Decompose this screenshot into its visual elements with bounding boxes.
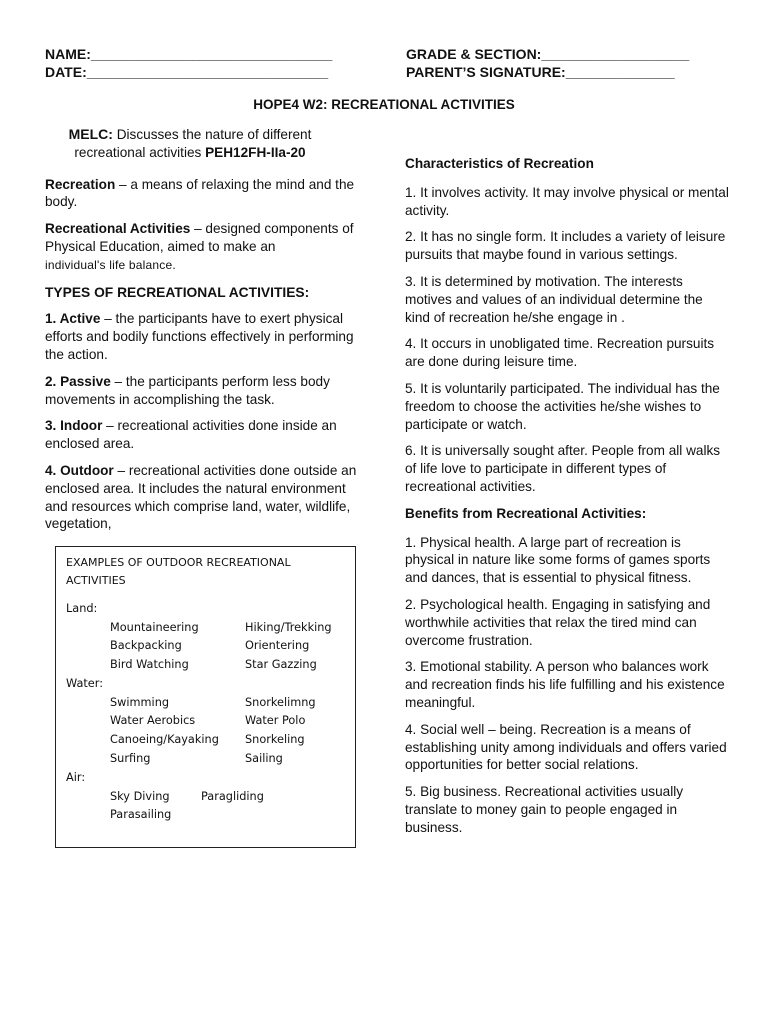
type-text: – recreational activities done inside an enclosed area. — [45, 418, 337, 452]
document-title: HOPE4 W2: RECREATIONAL ACTIVITIES — [253, 97, 515, 112]
example-item: Mountaineering — [110, 621, 199, 634]
melc-label: MELC: — [68, 126, 113, 142]
type-outdoor — [45, 462, 365, 533]
types-heading: TYPES OF RECREATIONAL ACTIVITIES: — [45, 284, 310, 300]
type-term: 4. Outdoor — [45, 462, 114, 478]
definition-text: – a means of relaxing the mind and the body. — [45, 176, 355, 210]
characteristic-item: 1. It involves activity. It may involve physical or mental activity. — [405, 184, 729, 218]
right-column — [405, 155, 730, 846]
parent-signature-field: PARENT’S SIGNATURE:______________ — [406, 64, 675, 80]
characteristic-item: 2. It has no single form. It includes a variety of leisure pursuits that maybe found in various settings. — [405, 229, 726, 263]
benefit-item: 2. Psychological health. Engaging in satisfying and worthwhile activities that relax the tired mind can overcome frustration. — [405, 596, 711, 648]
date-field: DATE:_______________________________ — [45, 64, 329, 80]
benefits-heading: Benefits from Recreational Activities: — [405, 505, 647, 521]
definition-term: Recreation — [45, 176, 116, 192]
melc-code: PEH12FH-IIa-20 — [205, 144, 306, 160]
example-item: Sailing — [245, 752, 283, 765]
example-item: Parasailing — [110, 808, 172, 821]
benefit-item: 1. Physical health. A large part of recreation is physical in nature like some forms of games sports and dances, that is essential to physical fitness. — [405, 534, 711, 586]
characteristic-item: 5. It is voluntarily participated. The individual has the freedom to choose the activities he/she wishes to participate or watch. — [405, 380, 720, 432]
example-item: Paragliding — [201, 790, 264, 803]
example-item: Bird Watching — [110, 658, 189, 671]
definition-recreational-activities — [45, 220, 365, 274]
example-item: Snorkelimng — [245, 696, 316, 709]
example-item: Orientering — [245, 639, 310, 652]
type-text: – the participants perform less body movements in accomplishing the task. — [45, 373, 330, 407]
type-text: – recreational activities done outside an enclosed area. It includes the natural environment and resources which comprise land, water, wildlife, vegetation, — [45, 462, 357, 532]
characteristic-item: 4. It occurs in unobligated time. Recreation pursuits are done during leisure time. — [405, 336, 715, 370]
land-label: Land: — [66, 602, 98, 615]
type-term: 2. Passive — [45, 373, 111, 389]
examples-title: EXAMPLES OF OUTDOOR RECREATIONAL ACTIVITIES — [66, 556, 291, 587]
definition-text: – designed components of Physical Education, aimed to make an — [45, 221, 354, 254]
melc-text: Discusses the nature of different recreational activities — [74, 127, 312, 160]
definition-term: Recreational Activities — [45, 221, 191, 237]
characteristic-item: 3. It is determined by motivation. The interests motives and values of an individual determine the kind of recreation he/she engage in . — [405, 273, 703, 325]
characteristics-heading: Characteristics of Recreation — [405, 156, 594, 171]
type-active — [45, 310, 365, 363]
type-text: – the participants have to exert physical efforts and bodily functions effectively in performing the action. — [45, 311, 354, 362]
melc-statement — [45, 126, 335, 162]
example-item: Canoeing/Kayaking — [110, 733, 219, 746]
left-column — [45, 126, 365, 542]
benefit-item: 3. Emotional stability. A person who balances work and recreation finds his life fulfilling and his existence meaningful. — [405, 659, 725, 710]
example-item: Star Gazzing — [245, 658, 317, 671]
type-term: 1. Active — [45, 311, 101, 327]
water-label: Water: — [66, 677, 104, 690]
example-item: Water Polo — [245, 714, 306, 727]
example-item: Snorkeling — [245, 733, 305, 746]
example-item: Hiking/Trekking — [245, 621, 332, 634]
definition-recreation — [45, 176, 365, 212]
outdoor-examples-box — [55, 546, 356, 848]
example-item: Surfing — [110, 752, 151, 765]
grade-section-field: GRADE & SECTION:___________________ — [406, 46, 690, 62]
type-term: 3. Indoor — [45, 418, 103, 434]
characteristic-item: 6. It is universally sought after. People from all walks of life love to participate in different types of recreational activities. — [405, 443, 721, 494]
air-label: Air: — [66, 771, 86, 784]
type-passive — [45, 373, 365, 409]
example-item: Sky Diving — [110, 790, 170, 803]
example-item: Backpacking — [110, 639, 182, 652]
name-field: NAME:_______________________________ — [45, 46, 333, 62]
benefit-item: 5. Big business. Recreational activities usually translate to money gain to people engaged in business. — [405, 784, 684, 835]
example-item: Swimming — [110, 696, 170, 709]
benefit-item: 4. Social well – being. Recreation is a means of establishing unity among individuals and offers varied opportunities for better social relations. — [405, 721, 727, 773]
type-indoor — [45, 417, 365, 453]
definition-tail: individual's life balance. — [45, 257, 176, 272]
example-item: Water Aerobics — [110, 714, 196, 727]
